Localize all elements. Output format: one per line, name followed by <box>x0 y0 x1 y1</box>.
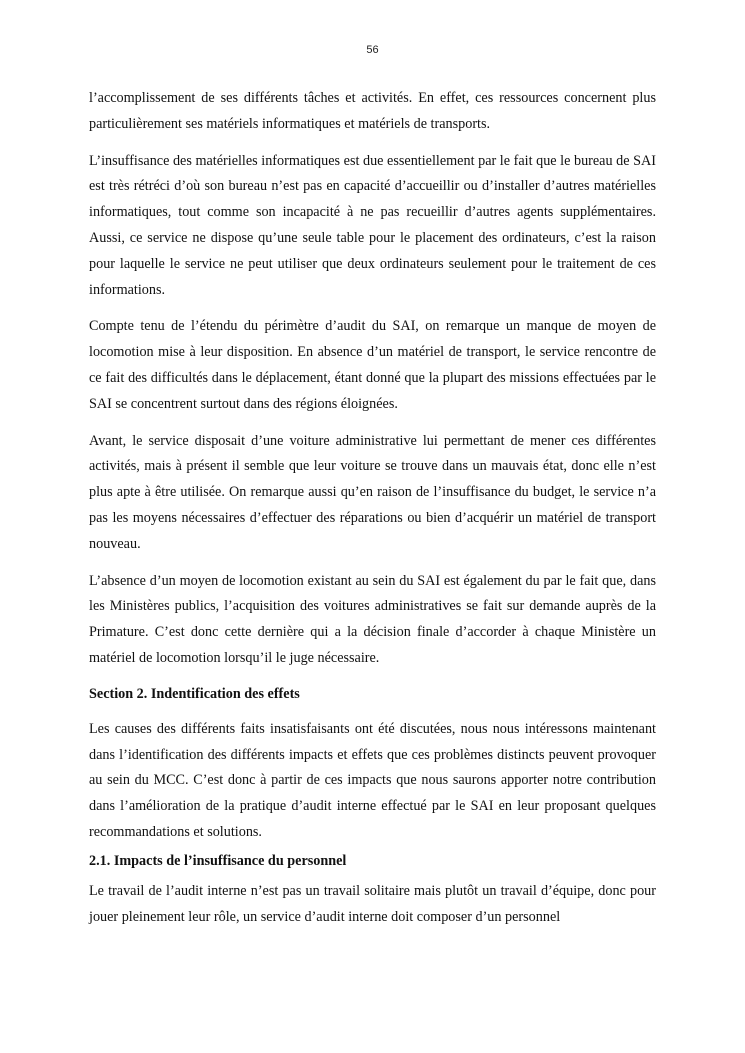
paragraph-effects-intro: Les causes des différents faits insatisfaisants ont été discutées, nous nous intéressons maintenant dans l’identification des différents impacts et effets que ces problèmes distincts peuvent provoquer au sein du MCC. C’est donc à partir de ces impacts que nous saurons apporter notre contribution dans l’amélioration de la pratique d’audit interne effectué par le SAI en leur proposant quelques recommandations et solutions. <box>89 720 656 840</box>
paragraph-locomotion: L’absence d’un moyen de locomotion existant au sein du SAI est également du par le fait que, dans les Ministères publics, l’acquisition des voitures administratives se fait sur demande auprès de la Primature. C’est donc cette dernière qui a la décision finale d’accorder à chaque Ministère un matériel de locomotion lorsqu’il le juge nécessaire. <box>89 572 656 666</box>
page-number: 56 <box>366 44 379 56</box>
paragraph-audit-scope: Compte tenu de l’étendu du périmètre d’audit du SAI, on remarque un manque de moyen de locomotion mise à leur disposition. En absence d’un matériel de transport, le service rencontre de ce fait des difficultés dans le déplacement, étant donné que la plupart des missions effectuées par le SAI se concentrent surtout dans des régions éloignées. <box>89 318 656 412</box>
document-body <box>89 86 656 941</box>
paragraph-it-equipment: L’insuffisance des matérielles informatiques est due essentiellement par le fait que le bureau de SAI est très rétréci d’où son bureau n’est pas en capacité d’accueillir ou d’installer d’autres matérielles informatiques, tout comme son incapacité à ne pas recueillir d’autres agents supplémentaires. Aussi, ce service ne dispose qu’une seule table pour le placement des ordinateurs, c’est la raison pour laquelle le service ne peut utiliser que deux ordinateurs seulement pour le traitement de ces informations. <box>89 152 656 298</box>
paragraph-resources: l’accomplissement de ses différents tâches et activités. En effet, ces ressources concernent plus particulièrement ses matériels informatiques et matériels de transports. <box>89 90 656 132</box>
paragraph-vehicle: Avant, le service disposait d’une voiture administrative lui permettant de mener ces différentes activités, mais à présent il semble que leur voiture se trouve dans un mauvais état, donc elle n’est plus apte à être utilisée. On remarque aussi qu’en raison de l’insuffisance du budget, le service n’a pas les moyens nécessaires d’effectuer des réparations ou bien d’acquérir un matériel de transport nouveau. <box>89 432 656 552</box>
paragraph-team-work: Le travail de l’audit interne n’est pas un travail solitaire mais plutôt un travail d’équipe, donc pour jouer pleinement leur rôle, un service d’audit interne doit composer d’un personnel <box>89 882 656 925</box>
subsection-heading: 2.1. Impacts de l’insuffisance du personnel <box>89 852 347 869</box>
section-heading: Section 2. Indentification des effets <box>89 685 300 702</box>
